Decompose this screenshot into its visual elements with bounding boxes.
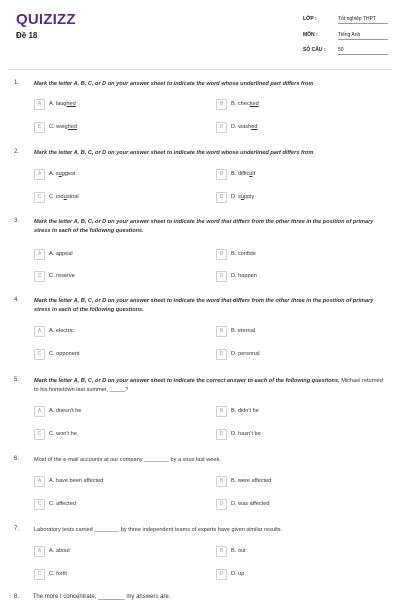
option-letter-box: A xyxy=(34,249,45,260)
option-letter-box: A xyxy=(34,169,45,180)
option-letter-box: D xyxy=(216,122,227,133)
meta-key: MÔN : xyxy=(303,32,318,38)
option-letter-box: C xyxy=(34,429,45,440)
question-text: Mark the letter A, B, C, or D on your answer sheet to indicate the correct answer to each of the following questions. Michael returned to his hometown last summer, _____? xyxy=(34,378,383,393)
option-letter-box: B xyxy=(216,406,227,417)
option-letter-box: D xyxy=(216,349,227,360)
quizizz-logo: QUIZIZZ xyxy=(16,11,76,28)
option-letter-box: B xyxy=(216,249,227,260)
meta-value: 50 xyxy=(338,47,388,55)
option-letter-box: A xyxy=(34,406,45,417)
header-divider xyxy=(8,69,392,70)
meta-value: Tốt nghiệp THPT xyxy=(338,16,388,24)
option-letter-box: D xyxy=(216,499,227,510)
option-letter-box: C xyxy=(34,569,45,580)
option-letter-box: A xyxy=(34,546,45,557)
option-letter-box: B xyxy=(216,169,227,180)
question-text: Laboratory tests carried ________ by three independent teams of experts have given similar results. xyxy=(34,527,283,533)
option-letter-box: C xyxy=(34,192,45,203)
worksheet-title: Đề 18 xyxy=(16,31,38,40)
question-number: 6. xyxy=(14,456,20,462)
option-letter-box: C xyxy=(34,271,45,282)
option-letter-box: B xyxy=(216,326,227,337)
question-number: 8. xyxy=(14,594,20,600)
worksheet-header xyxy=(0,0,400,68)
question-number: 2. xyxy=(14,149,20,155)
question-number: 7. xyxy=(14,526,20,532)
question-number: 1. xyxy=(14,80,20,86)
question-text: Mark the letter A, B, C, or D on your answer sheet to indicate the word that differs from the other three in the position of primary stress in each of the following questions. xyxy=(34,219,374,234)
question-text: The more I concentrate, ________ my answers are. xyxy=(32,594,171,600)
question-number: 4. xyxy=(14,297,20,303)
option-letter-box: C xyxy=(34,122,45,133)
option-letter-box: B xyxy=(216,546,227,557)
question-8-partial xyxy=(14,594,170,600)
option-letter-box: C xyxy=(34,499,45,510)
option-letter-box: D xyxy=(216,429,227,440)
question-text: Most of the e-mail accounts at our company ________ by a virus last week. xyxy=(34,457,221,463)
option-letter-box: C xyxy=(34,349,45,360)
question-text: Mark the letter A, B, C, or D on your answer sheet to indicate the word that differs from the other three in the position of primary stress in each of the following questions. xyxy=(34,298,374,313)
meta-key: SỐ CÂU : xyxy=(303,47,326,53)
option-letter-box: B xyxy=(216,99,227,110)
question-text: Mark the letter A, B, C, or D on your answer sheet to indicate the word whose underlined part differs from xyxy=(34,150,314,156)
question-number: 5. xyxy=(14,377,20,383)
question-text: Mark the letter A, B, C, or D on your answer sheet to indicate the word whose underlined part differs from xyxy=(34,81,314,87)
option-letter-box: B xyxy=(216,476,227,487)
option-letter-box: A xyxy=(34,99,45,110)
meta-value: Tiếng Anh xyxy=(338,32,388,40)
option-letter-box: D xyxy=(216,192,227,203)
option-letter-box: A xyxy=(34,476,45,487)
option-letter-box: D xyxy=(216,569,227,580)
option-letter-box: D xyxy=(216,271,227,282)
question-number: 3. xyxy=(14,218,20,224)
meta-key: LỚP : xyxy=(303,16,317,22)
option-letter-box: A xyxy=(34,326,45,337)
